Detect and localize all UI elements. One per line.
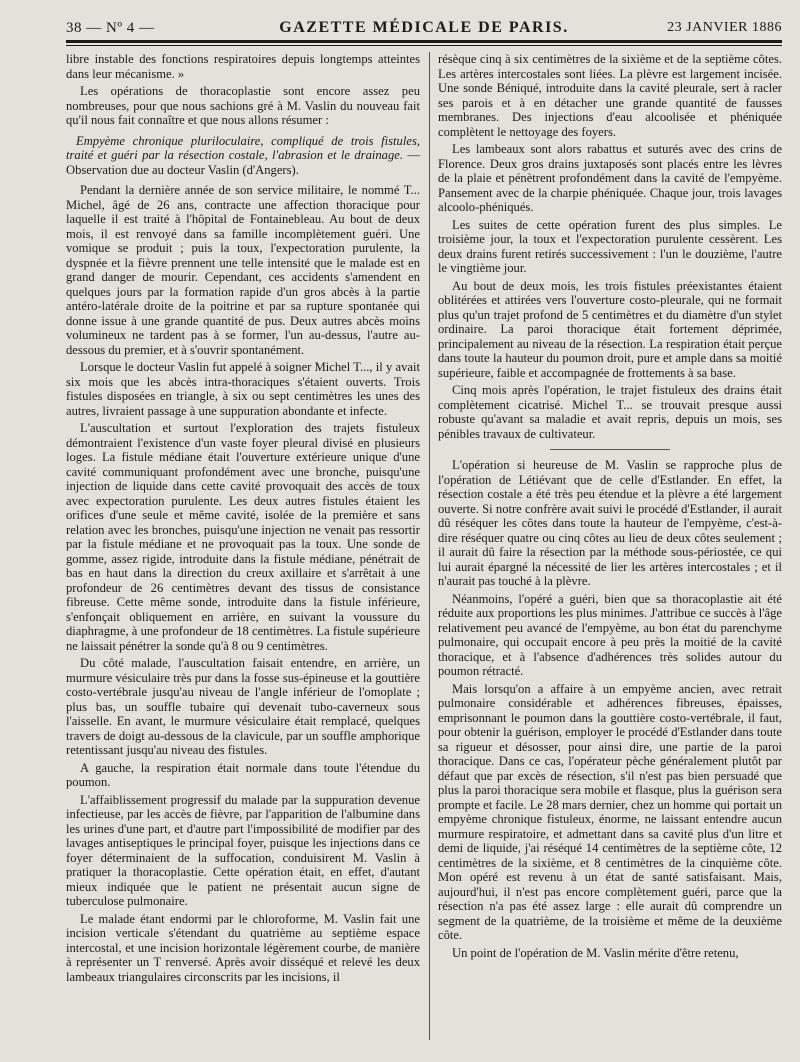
page-number: 38 — Nº 4 —: [66, 20, 155, 36]
paragraph: Mais lorsqu'on a affaire à un empyème ancien, avec retrait pulmonaire considérable et adhérences fibreuses, épaisses, emprisonnant le poumon dans la gouttière costo-vertébrale, il faut, pour obtenir la guérison, employer le procédé d'Estlander dans toute sa rigueur et désosser, pour ainsi dire, une partie de la paroi thoracique. Dans ce cas, l'opérateur pèche généralement plutôt par défaut que par excès de résection, s'il n'est pas bien persuadé que plus la paroi thoracique sera mobile et flasque, plus la guérison sera prompte et facile. Le 28 mars dernier, chez un homme qui portait un empyème chronique fistuleux, énorme, ne laissant entendre aucun murmure respiratoire, et admettant dans sa cavité plus d'un litre et demi de liquide, j'ai réséqué 14 centimètres de la septième côte, 12 centimètres de la sixième, et 8 centimètres de la cinquième côte. Mon opéré est revenu à un état de santé satisfaisant. Mais, aujourd'hui, il n'est pas encore complètement guéri, parce que la résection n'a pas été assez large : elle aurait dû comprendre un segment de la quatrième, de la troisième et même de la deuxième côte.: [438, 681, 782, 942]
paragraph: Du côté malade, l'auscultation faisait entendre, en arrière, un murmure vésiculaire très pur dans la fosse sus-épineuse et la gouttière costo-vertébrale jusqu'au niveau de l'angle inférieur de l'omoplate ; plus bas, un souffle tubaire qui devenait tubo-caverneux sous l'aisselle. En avant, le murmure vésiculaire était remplacé, quelques travers de doigt au-dessous de la clavicule, par un souffle amphorique retentissant jusqu'au niveau des fistules.: [66, 656, 420, 757]
paragraph: Pendant la dernière année de son service militaire, le nommé T... Michel, âgé de 26 ans, contracte une affection thoracique pour laquelle il est traité à l'hôpital de Fontainebleau. Au bout de deux mois, il est renvoyé dans sa famille incomplètement guéri. Une vomique se produit ; puis la toux, l'expectoration purulente, la dyspnée et la fièvre prennent une telle intensité que le malade est en grand danger de mourir. Cependant, ces accidents s'amendent en quelques jours par la formation rapide d'un gros abcès à la partie antéro-latérale droite de la poitrine et par sa rupture spontanée qui donne issue à une grande quantité de pus. Deux autres abcès moins volumineux ne tardent pas à se former, l'un au-dessus, l'autre au-dessous du premier, et à s'ouvrir spontanément.: [66, 183, 420, 357]
paragraph: Le malade étant endormi par le chloroforme, M. Vaslin fait une incision verticale s'étendant du quatrième au septième espace intercostal, et une incision horizontale légèrement courbe, de manière à représenter un T renversé. Après avoir disséqué et relevé les deux lambeaux triangulaires circonscrits par les incisions, il: [66, 911, 420, 984]
right-column: [438, 52, 782, 963]
issue-date: 23 JANVIER 1886: [667, 20, 782, 35]
paragraph: Les opérations de thoracoplastie sont encore assez peu nombreuses, pour que nous sachions gré à M. Vaslin du nouveau fait qu'il nous fait connaître et que nous allons résumer :: [66, 84, 420, 127]
header-rule: [66, 40, 782, 43]
paragraph: A gauche, la respiration était normale dans toute l'étendue du poumon.: [66, 760, 420, 789]
paragraph: L'auscultation et surtout l'exploration des trajets fistuleux démontraient l'existence d'un vaste foyer pleural divisé en plusieurs loges. La fistule médiane était l'ouverture extérieure unique d'une cavité communiquant profondément avec une bronche, puisqu'une injection de liquide dans cette cavité provoquait des accès de toux avec expectoration purulente. Les deux autres fistules étaient les orifices d'une seule et même cavité, isolée de la première et sans relation avec les bronches, puisqu'une injection ne venait pas ressortir par la fistule médiane et ne provoquait pas la toux. Une sonde de gomme, assez rigide, introduite dans la fistule médiane, pénétrait de bas en haut dans la direction du creux axillaire et s'arrêtait à une profondeur de 26 centimètres devant des tissus de consistance fibreuse. Cette même sonde, introduite dans la fistule inférieure, s'enfonçait obliquement en arrière, en suivant la voussure du diaphragme, à une profondeur de 18 centimètres. La fistule supérieure ne laissait pénétrer la sonde qu'à 8 ou 9 centimètres.: [66, 421, 420, 653]
observation-heading: [66, 134, 420, 178]
journal-title: GAZETTE MÉDICALE DE PARIS.: [279, 19, 569, 36]
paragraph: Un point de l'opération de M. Vaslin mérite d'être retenu,: [452, 945, 739, 960]
page-header: [66, 14, 782, 40]
paragraph: L'affaiblissement progressif du malade par la suppuration devenue infectieuse, par les accès de fièvre, par l'apparition de l'albumine dans les urines d'une part, et d'autre part l'impossibilité de modifier par des lavages antiseptiques le principal foyer, puisque les injections dans ce foyer déterminaient de la suffocation, conduisirent M. Vaslin à pratiquer la thoracoplastie. Cette opération était, en effet, d'autant mieux indiquée que le patient ne présentait aucun signe de tuberculose pulmonaire.: [66, 792, 420, 908]
paragraph: Néanmoins, l'opéré a guéri, bien que sa thoracoplastie ait été réduite aux proportions les plus minimes. J'attribue ce succès à l'âge relativement peu avancé de l'empyème, au bon état du parenchyme pulmonaire, qui occupait encore à peu près la moitié de la cavité thoracique, et à l'absence d'adhérences très solides autour du poumon rétracté.: [438, 591, 782, 678]
observation-credit: — Observation due au docteur Vaslin (d'Angers).: [66, 148, 420, 177]
paragraph: Lorsque le docteur Vaslin fut appelé à soigner Michel T..., il y avait six mois que les abcès intra-thoraciques s'étaient ouverts. Trois fistules disposées en triangle, à six ou sept centimètres les unes des autres, livraient passage à une suppuration abondante et infecte.: [66, 360, 420, 418]
left-column: [66, 52, 420, 987]
section-separator: [550, 449, 670, 450]
paragraph: libre instable des fonctions respiratoires depuis longtemps atteintes dans leur mécanisme. »: [66, 52, 420, 81]
paragraph: résèque cinq à six centimètres de la sixième et de la septième côtes. Les artères intercostales sont liées. La plèvre est largement incisée. Une sonde Béniqué, introduite dans la cavité pleurale, sert à racler ses parois et à en détacher une grande quantité de fausses membranes. Des injections d'eau alcoolisée et phéniquée complètent le nettoyage des foyers.: [438, 52, 782, 139]
column-divider: [429, 52, 430, 1040]
paragraph: Cinq mois après l'opération, le trajet fistuleux des drains était complètement cicatrisé. Michel T... se trouvait presque aussi robuste qu'avant sa maladie et avait repris, depuis un mois, ses pénibles travaux de cultivateur.: [438, 383, 782, 441]
paragraph: Les suites de cette opération furent des plus simples. Le troisième jour, la toux et l'expectoration purulente cessèrent. Les deux drains furent retirés successivement : l'un le douzième, l'autre le vingtième jour.: [438, 217, 782, 275]
observation-title: Empyème chronique pluriloculaire, compliqué de trois fistules, traité et guéri par la résection costale, l'abrasion et le drainage.: [66, 133, 420, 162]
paragraph: L'opération si heureuse de M. Vaslin se rapproche plus de l'opération de Létiévant que de celle d'Estlander. En effet, la résection costale a été très peu étendue et la plèvre a été largement ouverte. Si notre confrère avait suivi le procédé d'Estlander, il aurait dû réséquer les côtes dans toute la hauteur de l'empyème, c'est-à-dire réséquer quatre ou cinq côtes au lieu de deux côtes seulement ; il aurait dû faire la résection par la méthode sous-périostée, ce qui lui aurait épargné la nécessité de lier les artères intercostales ; et il n'aurait pas touché à la plèvre.: [438, 458, 782, 588]
paragraph: Les lambeaux sont alors rabattus et suturés avec des crins de Florence. Deux gros drains juxtaposés sont placés entre les lèvres de la plaie et pénètrent profondément dans la cavité de l'empyème. Pansement avec de la charpie phéniquée. Chaque jour, trois lavages alcoolo-phéniqués.: [438, 142, 782, 214]
paragraph: Au bout de deux mois, les trois fistules préexistantes étaient oblitérées et attirées vers l'ouverture costo-pleurale, qui ne formait plus qu'un trajet profond de 5 centimètres et du diamètre d'un stylet ordinaire. La paroi thoracique était fortement déprimée, principalement au niveau de la résection. La respiration était perçue dans toute la hauteur du poumon droit, pure et ample dans sa moitié supérieure, faible et accompagnée de frottements à sa base.: [438, 278, 782, 380]
header-rule-thin: [66, 45, 782, 46]
